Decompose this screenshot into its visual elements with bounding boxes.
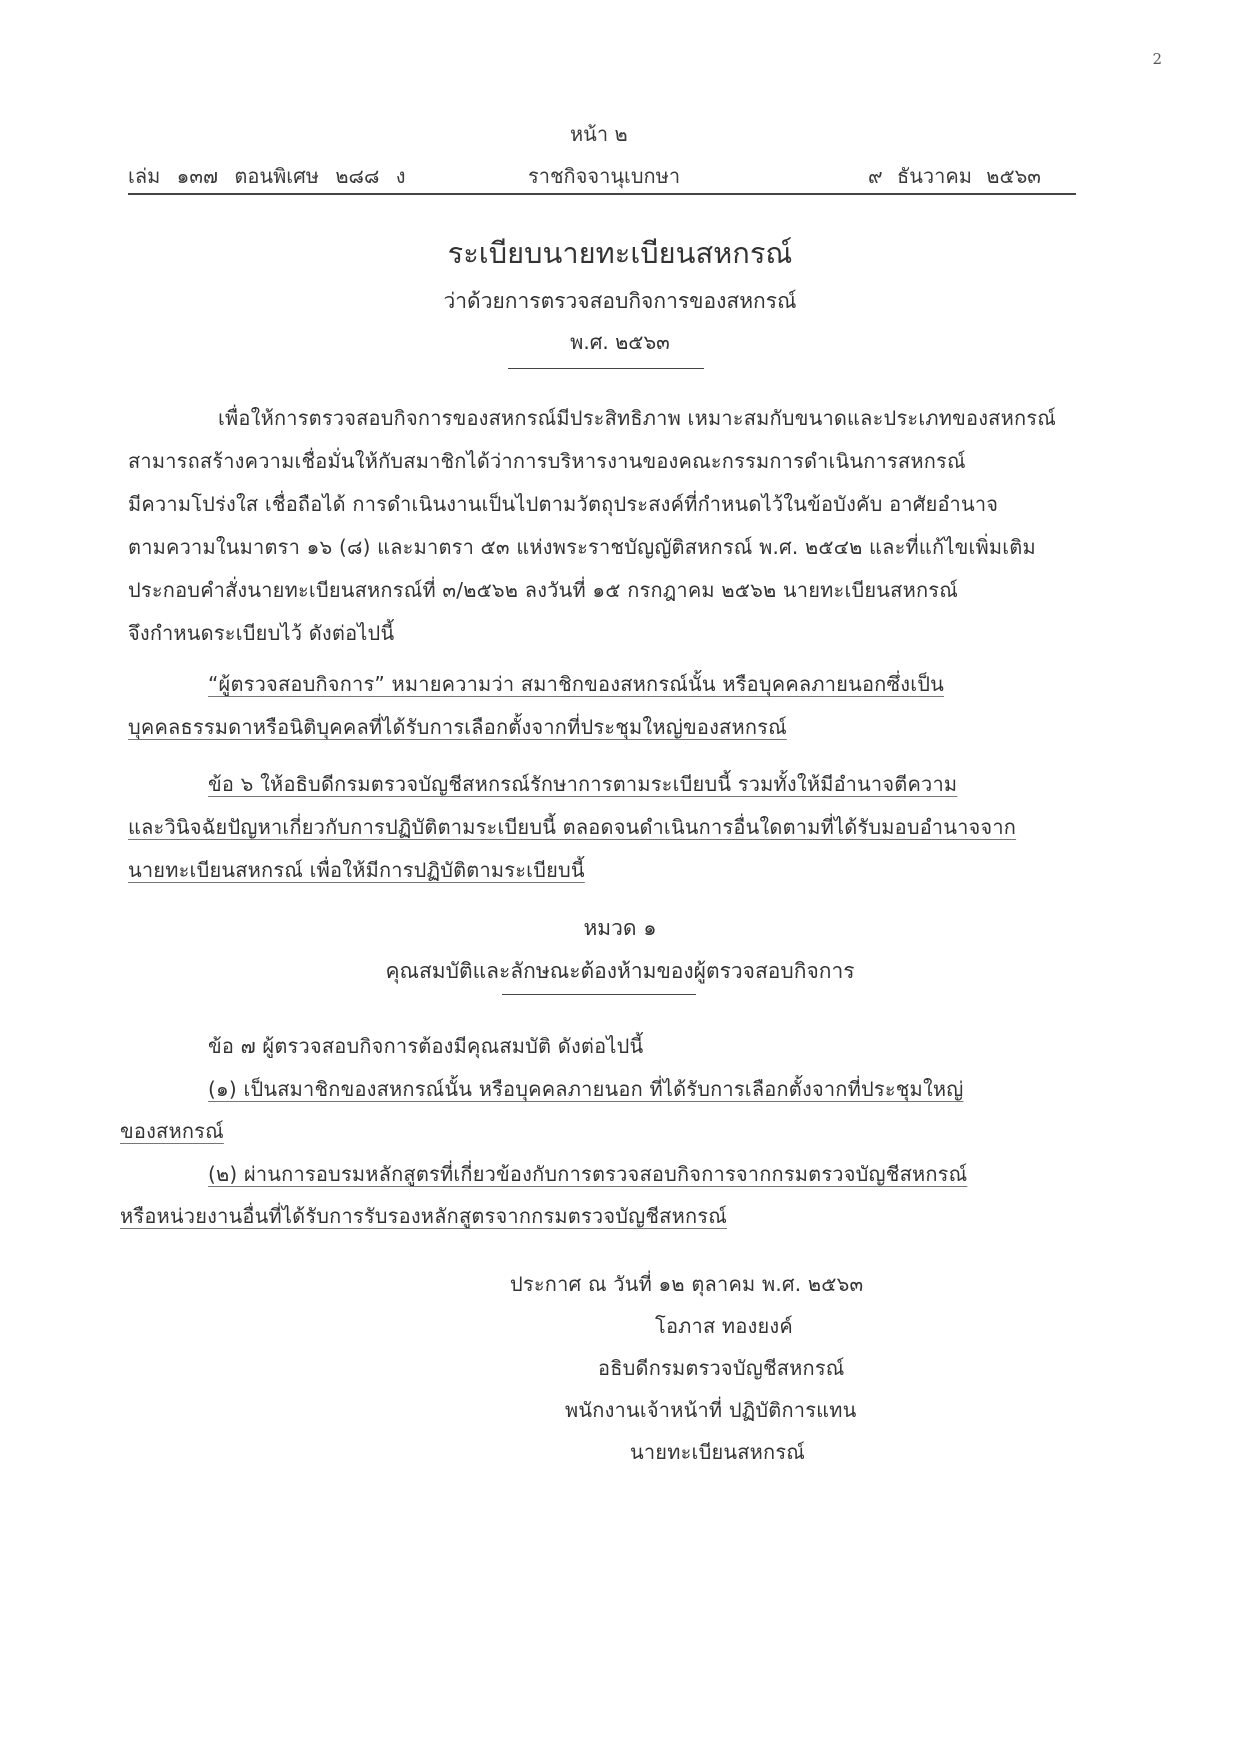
clause-6-line: และวินิจฉัยปัญหาเกี่ยวกับการปฏิบัติตามระเบียบนี้ ตลอดจนดำเนินการอื่นใดตามที่ได้รับมอบอำนาจจาก [128,815,1017,839]
header-page-label: หน้า ๒ [570,122,628,146]
chapter-label: หมวด ๑ [583,916,657,940]
header-gazette: ราชกิจจานุเบกษา [528,164,681,188]
preamble-line: จึงกำหนดระเบียบไว้ ดังต่อไปนี้ [128,621,395,645]
clause-6-line: ข้อ ๖ ให้อธิบดีกรมตรวจบัญชีสหกรณ์รักษาการตามระเบียบนี้ รวมทั้งให้มีอำนาจตีความ [208,772,958,796]
clause-7-line: หรือหน่วยงานอื่นที่ได้รับการรับรองหลักสูตรจากกรมตรวจบัญชีสหกรณ์ [120,1204,727,1228]
signatory-on-behalf: นายทะเบียนสหกรณ์ [630,1440,806,1464]
document-year: พ.ศ. ๒๕๖๓ [570,330,670,354]
clause-7-line: (๑) เป็นสมาชิกของสหกรณ์นั้น หรือบุคคลภายนอก ที่ได้รับการเลือกตั้งจากที่ประชุมใหญ่ [208,1077,964,1101]
page-number: 2 [1152,50,1162,68]
preamble-line: เพื่อให้การตรวจสอบกิจการของสหกรณ์มีประสิทธิภาพ เหมาะสมกับขนาดและประเภทของสหกรณ์ [218,406,1056,430]
clause-7-line: (๒) ผ่านการอบรมหลักสูตรที่เกี่ยวข้องกับการตรวจสอบกิจการจากกรมตรวจบัญชีสหกรณ์ [208,1162,968,1186]
signatory-role: พนักงานเจ้าหน้าที่ ปฏิบัติการแทน [565,1398,857,1422]
preamble-line: สามารถสร้างความเชื่อมั่นให้กับสมาชิกได้ว่าการบริหารงานของคณะกรรมการดำเนินการสหกรณ์ [128,449,966,473]
document-subtitle: ว่าด้วยการตรวจสอบกิจการของสหกรณ์ [443,289,797,313]
announcement-date: ประกาศ ณ วันที่ ๑๒ ตุลาคม พ.ศ. ๒๕๖๓ [510,1272,864,1296]
preamble-line: ประกอบคำสั่งนายทะเบียนสหกรณ์ที่ ๓/๒๕๖๒ ลงวันที่ ๑๕ กรกฎาคม ๒๕๖๒ นายทะเบียนสหกรณ์ [128,578,958,602]
header-volume: เล่ม ๑๓๗ ตอนพิเศษ ๒๘๘ ง [128,164,406,188]
chapter-divider [502,994,696,995]
document-title: ระเบียบนายทะเบียนสหกรณ์ [447,236,793,270]
preamble-line: มีความโปร่งใส เชื่อถือได้ การดำเนินงานเป็นไปตามวัตถุประสงค์ที่กำหนดไว้ในข้อบังคับ อาศัยอำนาจ [128,492,999,516]
clause-7-line: ข้อ ๗ ผู้ตรวจสอบกิจการต้องมีคุณสมบัติ ดังต่อไปนี้ [208,1034,644,1058]
clause-7-line: ของสหกรณ์ [120,1119,224,1143]
chapter-title: คุณสมบัติและลักษณะต้องห้ามของผู้ตรวจสอบกิจการ [385,959,855,983]
definition-line: บุคคลธรรมดาหรือนิติบุคคลที่ได้รับการเลือกตั้งจากที่ประชุมใหญ่ของสหกรณ์ [128,715,787,739]
definition-line: “ผู้ตรวจสอบกิจการ” หมายความว่า สมาชิกของสหกรณ์นั้น หรือบุคคลภายนอกซึ่งเป็น [208,672,945,696]
clause-6-line: นายทะเบียนสหกรณ์ เพื่อให้มีการปฏิบัติตามระเบียบนี้ [128,858,585,882]
title-divider [508,368,704,369]
signatory-name: โอภาส ทองยงค์ [655,1314,793,1338]
header-divider [128,193,1076,195]
signatory-position: อธิบดีกรมตรวจบัญชีสหกรณ์ [598,1356,845,1380]
header-date: ๙ ธันวาคม ๒๕๖๓ [868,164,1041,188]
preamble-line: ตามความในมาตรา ๑๖ (๘) และมาตรา ๕๓ แห่งพระราชบัญญัติสหกรณ์ พ.ศ. ๒๕๔๒ และที่แก้ไขเพิ่มเติม [128,535,1036,559]
